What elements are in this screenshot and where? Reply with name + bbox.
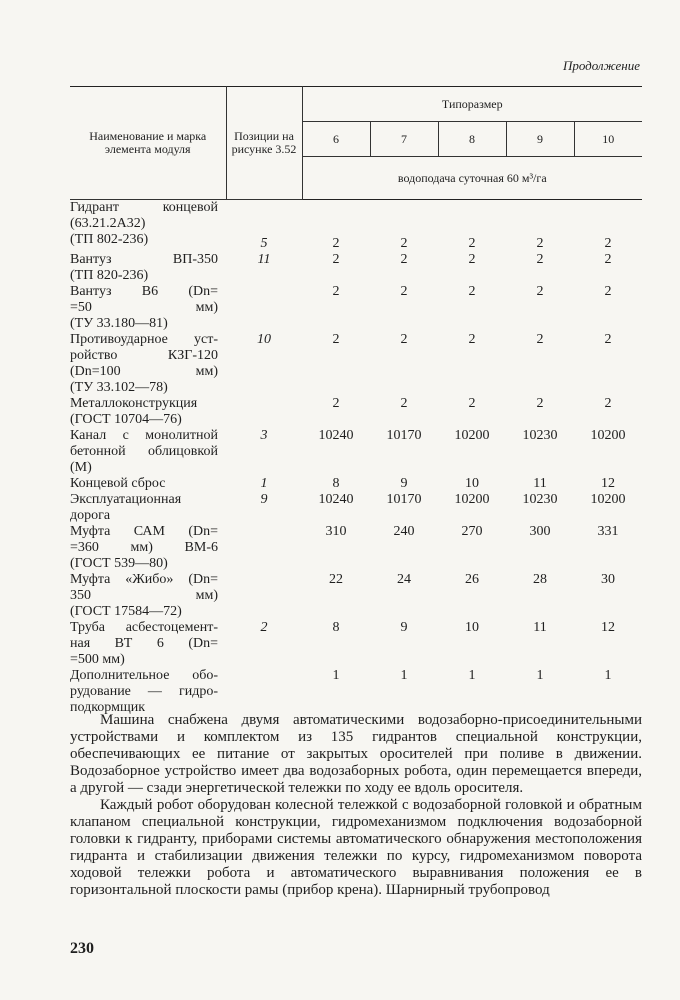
value-cell-size-7: 1	[400, 668, 408, 683]
value-cell-size-10: 10200	[590, 492, 626, 507]
table-row	[70, 200, 642, 253]
value-cell-size-6: 2	[332, 236, 340, 251]
header-size-8: 8	[438, 122, 506, 157]
value-cell-size-10: 12	[601, 476, 616, 491]
value-cell-size-6: 310	[325, 524, 347, 539]
page-number: 230	[70, 940, 94, 957]
element-name-line: Муфта «Жибо» (Dn=	[70, 572, 218, 587]
position-cell	[226, 524, 302, 572]
value-cell-size-8: 2	[468, 332, 476, 347]
header-size-10: 10	[574, 122, 642, 157]
element-name-line: Канал с монолитной	[70, 428, 218, 443]
element-name-line: Муфта САМ (Dn=	[70, 524, 218, 539]
table-row	[70, 396, 642, 428]
element-name-line: рудование — гидро-	[70, 684, 218, 699]
header-size-group: Типоразмер	[302, 87, 642, 122]
value-cell-size-9: 10230	[522, 492, 558, 507]
value-cell-size-8: 10	[465, 620, 479, 635]
value-cell-size-10: 30	[601, 572, 616, 587]
element-name-line: (ТУ 33.102—78)	[70, 380, 168, 395]
value-cell-size-10: 2	[604, 252, 612, 267]
value-cell-size-7: 9	[400, 620, 408, 635]
element-name-line: дорога	[70, 508, 111, 523]
value-cell-size-8: 2	[468, 236, 476, 251]
value-cell-size-9: 2	[536, 332, 544, 347]
table-row	[70, 524, 642, 572]
element-name-line: 350 мм)	[70, 588, 218, 603]
header-size-7: 7	[370, 122, 438, 157]
paragraph: Каждый робот оборудован колесной тележкой с водозаборной головкой и обратным клапаном специальной конструкции, гидромеханизмом подключения водозаборной головки к гидранту, приборами системы автоматического обнаружения местоположения гидранта и стабилизации движения тележки по курсу, гидромеханизмом поворота ходовой тележки робота и автоматического выравнивания положения ее в горизонтальной плоскости рамы (прибор крена). Шарнирный трубопровод	[70, 797, 642, 898]
continuation-label: Продолжение	[562, 58, 640, 73]
element-name-cell	[70, 252, 226, 284]
element-name-line: бетонной облицовкой	[70, 444, 218, 459]
element-name-line: (ГОСТ 539—80)	[70, 556, 168, 571]
position-cell: 11	[257, 252, 271, 267]
table-row	[70, 252, 642, 284]
value-cell-size-10: 2	[604, 236, 612, 251]
position-cell	[226, 572, 302, 620]
header-size-6: 6	[302, 122, 370, 157]
value-cell-size-7: 9	[400, 476, 408, 491]
element-name-cell	[70, 428, 226, 476]
value-cell-size-9: 11	[533, 476, 547, 491]
element-name-line: Противоударное уст-	[70, 332, 218, 347]
element-name-line: ная ВТ 6 (Dn=	[70, 636, 218, 651]
element-name-line: (63.21.2А32)	[70, 216, 146, 231]
value-cell-size-7: 10170	[386, 428, 422, 443]
value-cell-size-10: 331	[597, 524, 619, 539]
value-cell-size-8: 10200	[454, 492, 490, 507]
element-name-line: (М)	[70, 460, 92, 475]
value-cell-size-9: 2	[536, 396, 544, 411]
table-row	[70, 620, 642, 668]
body-text	[70, 712, 642, 899]
element-name-line: (ТП 802-236)	[70, 232, 149, 247]
element-name-line: (ГОСТ 10704—76)	[70, 412, 182, 427]
value-cell-size-9: 10230	[522, 428, 558, 443]
element-name-cell	[70, 620, 226, 668]
header-water-supply: водоподача суточная 60 м³/га	[302, 157, 642, 200]
element-name-line: Вантуз ВП-350	[70, 252, 218, 267]
value-cell-size-8: 10	[465, 476, 479, 491]
position-cell: 3	[260, 428, 268, 443]
table-row	[70, 284, 642, 332]
value-cell-size-6: 8	[332, 476, 340, 491]
element-name-line: (Dn=100 мм)	[70, 364, 218, 379]
element-name-line: =500 мм)	[70, 652, 125, 667]
value-cell-size-9: 11	[533, 620, 547, 635]
value-cell-size-10: 1	[604, 668, 612, 683]
value-cell-size-6: 2	[332, 284, 340, 299]
element-name-line: ройство КЗГ-120	[70, 348, 218, 363]
table-row	[70, 332, 642, 396]
element-name-cell	[70, 476, 226, 492]
element-name-cell	[70, 668, 226, 716]
table-row	[70, 428, 642, 476]
element-name-line: (ГОСТ 17584—72)	[70, 604, 182, 619]
element-name-line: =50 мм)	[70, 300, 218, 315]
table-row	[70, 476, 642, 492]
header-size-9: 9	[506, 122, 574, 157]
value-cell-size-9: 2	[536, 252, 544, 267]
value-cell-size-10: 2	[604, 284, 612, 299]
value-cell-size-9: 28	[533, 572, 547, 587]
position-cell: 9	[260, 492, 268, 507]
element-name-cell	[70, 572, 226, 620]
value-cell-size-7: 2	[400, 332, 408, 347]
value-cell-size-6: 10240	[318, 428, 354, 443]
value-cell-size-7: 2	[400, 396, 408, 411]
value-cell-size-9: 1	[536, 668, 544, 683]
table-row	[70, 572, 642, 620]
value-cell-size-8: 2	[468, 252, 476, 267]
element-name-cell	[70, 200, 226, 253]
element-name-line: Концевой сброс	[70, 476, 166, 491]
position-cell	[226, 668, 302, 716]
element-name-cell	[70, 284, 226, 332]
element-name-line: Гидрант концевой	[70, 200, 218, 215]
value-cell-size-8: 2	[468, 284, 476, 299]
element-name-cell	[70, 524, 226, 572]
value-cell-size-7: 2	[400, 236, 408, 251]
table-row	[70, 492, 642, 524]
table-row	[70, 668, 642, 716]
element-name-line: (ТУ 33.180—81)	[70, 316, 168, 331]
position-cell	[226, 284, 302, 332]
element-name-line: Эксплуатационная	[70, 492, 182, 507]
value-cell-size-6: 8	[332, 620, 340, 635]
element-name-line: Металлоконструкция	[70, 396, 198, 411]
value-cell-size-6: 2	[332, 252, 340, 267]
value-cell-size-6: 1	[332, 668, 340, 683]
position-cell	[226, 396, 302, 428]
element-name-cell	[70, 492, 226, 524]
element-name-cell	[70, 332, 226, 396]
element-name-cell	[70, 396, 226, 428]
element-name-line: подкормщик	[70, 700, 146, 715]
value-cell-size-6: 10240	[318, 492, 354, 507]
position-cell: 1	[260, 476, 268, 491]
value-cell-size-7: 24	[397, 572, 411, 587]
value-cell-size-8: 2	[468, 396, 476, 411]
value-cell-size-8: 270	[461, 524, 483, 539]
value-cell-size-7: 2	[400, 284, 408, 299]
table-body	[70, 200, 642, 717]
value-cell-size-6: 2	[332, 332, 340, 347]
value-cell-size-6: 22	[329, 572, 343, 587]
value-cell-size-7: 240	[393, 524, 415, 539]
value-cell-size-9: 2	[536, 236, 544, 251]
paragraph: Машина снабжена двумя автоматическими водозаборно-присоединительными устройствами и комплектом из 135 гидрантов специальной конструкции, обеспечивающих ее питание от закрытых оросителей при поливе в движении. Водозаборное устройство имеет два водозаборных робота, один перемещается впереди, а другой — сзади энергетической тележки по ходу ее вдоль оросителя.	[70, 712, 642, 796]
element-name-line: =360 мм) ВМ-6	[70, 540, 218, 555]
value-cell-size-9: 300	[529, 524, 551, 539]
value-cell-size-10: 2	[604, 332, 612, 347]
value-cell-size-10: 10200	[590, 428, 626, 443]
position-cell: 10	[257, 332, 271, 347]
value-cell-size-7: 2	[400, 252, 408, 267]
value-cell-size-7: 10170	[386, 492, 422, 507]
value-cell-size-8: 1	[468, 668, 476, 683]
header-position: Позиции на рисунке 3.52	[226, 87, 302, 200]
value-cell-size-6: 2	[332, 396, 340, 411]
value-cell-size-10: 2	[604, 396, 612, 411]
position-cell: 2	[260, 620, 268, 635]
position-cell: 5	[260, 236, 268, 251]
header-name: Наименование и марка элемента модуля	[70, 87, 226, 200]
element-name-line: (ТП 820-236)	[70, 268, 149, 283]
value-cell-size-8: 26	[465, 572, 479, 587]
value-cell-size-8: 10200	[454, 428, 490, 443]
element-name-line: Вантуз В6 (Dn=	[70, 284, 218, 299]
element-name-line: Труба асбестоцемент-	[70, 620, 218, 635]
module-elements-table	[70, 86, 642, 716]
element-name-line: Дополнительное обо-	[70, 668, 218, 683]
value-cell-size-9: 2	[536, 284, 544, 299]
value-cell-size-10: 12	[601, 620, 616, 635]
